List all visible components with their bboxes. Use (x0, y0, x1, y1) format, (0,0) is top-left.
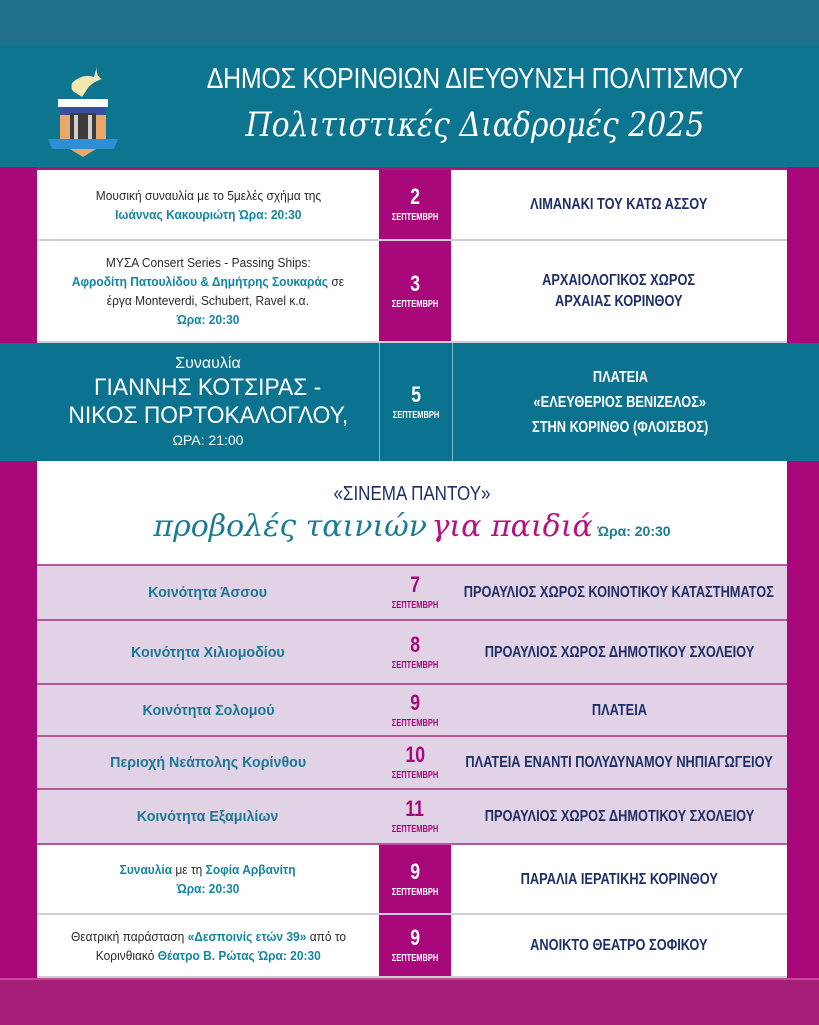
event-highlight: Αφροδίτη Πατουλίδου & Δημήτρης Σουκαράς (71, 274, 329, 289)
event-location (452, 343, 788, 461)
event-time: Ώρα: 20:30 (176, 312, 240, 327)
location-text: ΑΡΧΑΙΟΛΟΓΙΚΟΣ ΧΩΡΟΣ (542, 272, 696, 289)
header-title: ΔΗΜΟΣ ΚΟΡΙΝΘΙΩΝ ΔΙΕΥΘΥΝΣΗ ΠΟΛΙΤΙΣΜΟΥ (206, 63, 744, 95)
location-text: ΠΛΑΤΕΙΑ (591, 701, 647, 719)
header-subtitle: Πολιτιστικές Διαδρομές 2025 (245, 105, 705, 145)
location-text: ΠΑΡΑΛΙΑ ΙΕΡΑΤΙΚΗΣ ΚΟΡΙΝΘΟΥ (520, 870, 718, 888)
event-date (379, 685, 451, 735)
location-text: ΛΙΜΑΝΑΚΙ ΤΟΥ ΚΑΤΩ ΑΣΣΟΥ (530, 196, 708, 213)
community-name: Κοινότητα Χιλιομοδίου (131, 643, 285, 661)
date-day: 3 (410, 270, 420, 296)
event-row (37, 170, 787, 241)
location-text: ΠΡΟΑΥΛΙΟΣ ΧΩΡΟΣ ΚΟΙΝΟΤΙΚΟΥ ΚΑΤΑΣΤΗΜΑΤΟΣ (463, 584, 775, 601)
event-date (379, 915, 451, 976)
event-text: Μουσική συναυλία με το 5μελές σχήμα της (95, 187, 321, 203)
event-description (37, 170, 379, 239)
date-day: 9 (410, 858, 420, 884)
event-date (379, 790, 451, 843)
event-date (379, 621, 451, 683)
event-row (37, 845, 787, 915)
date-day: 9 (410, 689, 420, 715)
cinema-section-header (37, 461, 787, 566)
event-date (379, 845, 451, 913)
date-day: 5 (411, 381, 421, 407)
event-text: από το (305, 928, 346, 944)
event-row (37, 915, 787, 978)
event-date (379, 343, 453, 461)
date-day: 10 (405, 742, 425, 767)
pegasus-crest-icon (42, 53, 124, 161)
cinema-row (37, 685, 787, 737)
event-row (37, 241, 787, 343)
event-location (451, 241, 787, 341)
date-day: 7 (410, 572, 420, 597)
bottom-bar (0, 978, 819, 1025)
event-date (379, 566, 451, 619)
date-month: ΣΕΠΤΕΜΒΡΗ (391, 600, 439, 611)
artist-name: ΓΙΑΝΝΗΣ ΚΟΤΣΙΡΑΣ - (94, 374, 322, 401)
date-month: ΣΕΠΤΕΜΒΡΗ (391, 659, 439, 671)
date-month: ΣΕΠΤΕΜΒΡΗ (391, 886, 439, 898)
event-text: ΜΥΣΑ Consert Series - Passing Ships: (105, 255, 311, 270)
event-type: Συναυλία (175, 355, 241, 372)
event-time: Ώρα: 20:30 (176, 881, 240, 896)
cinema-row (37, 737, 787, 790)
community-name: Κοινότητα Σολομού (141, 701, 275, 719)
event-highlight: Ιωάννας Κακουριώτη Ώρα: 20:30 (114, 206, 302, 222)
cinema-subtitle (37, 509, 787, 544)
date-month: ΣΕΠΤΕΜΒΡΗ (391, 953, 439, 964)
date-day: 11 (405, 796, 425, 821)
date-month: ΣΕΠΤΕΜΒΡΗ (391, 824, 439, 835)
left-side-bar (0, 167, 37, 978)
cinema-row (37, 621, 787, 685)
location-text: ΠΛΑΤΕΙΑ (592, 368, 648, 386)
event-highlight: Συναυλία (120, 862, 173, 877)
location-text: «ΕΛΕΥΘΕΡΙΟΣ ΒΕΝΙΖΕΛΟΣ» (533, 393, 707, 411)
featured-event-row (0, 343, 819, 461)
event-time: ΩΡΑ: 21:00 (172, 432, 244, 448)
event-text: με τη (172, 862, 207, 877)
event-location (451, 170, 787, 239)
date-month: ΣΕΠΤΕΜΒΡΗ (391, 212, 439, 223)
date-day: 8 (410, 631, 420, 657)
community-name: Κοινότητα Άσσου (148, 584, 268, 601)
date-day: 2 (410, 184, 420, 209)
cinema-row (37, 566, 787, 621)
date-month: ΣΕΠΤΕΜΒΡΗ (391, 298, 439, 310)
community-name: Κοινότητα Εξαμιλίων (137, 808, 279, 825)
date-day: 9 (410, 925, 420, 950)
event-description (37, 915, 379, 976)
artist-name: Σοφία Αρβανίτη (206, 862, 296, 877)
date-month: ΣΕΠΤΕΜΒΡΗ (391, 770, 439, 781)
event-date (379, 737, 451, 788)
event-date (379, 241, 451, 341)
top-bar (0, 0, 819, 45)
event-text: Κορινθιακό (95, 947, 158, 963)
community-name: Περιοχή Νεάπολης Κορίνθου (110, 754, 306, 771)
location-text: ΠΡΟΑΥΛΙΟΣ ΧΩΡΟΣ ΔΗΜΟΤΙΚΟΥ ΣΧΟΛΕΙΟΥ (484, 808, 754, 825)
location-text: ΠΛΑΤΕΙΑ ΕΝΑΝΤΙ ΠΟΛΥΔΥΝΑΜΟΥ ΝΗΠΙΑΓΩΓΕΙΟΥ (465, 754, 773, 771)
event-description (37, 343, 379, 461)
cinema-row (37, 790, 787, 845)
artist-name: ΝΙΚΟΣ ΠΟΡΤΟΚΑΛΟΓΛΟΥ, (68, 402, 348, 429)
event-text: Θεατρική παράσταση (70, 928, 188, 944)
date-month: ΣΕΠΤΕΜΒΡΗ (392, 409, 440, 421)
event-highlight: Θέατρο Β. Ρώτας Ώρα: 20:30 (157, 947, 321, 963)
cinema-time: Ώρα: 20:30 (597, 523, 671, 539)
play-title: «Δεσποινίς ετών 39» (187, 928, 306, 944)
event-text: έργα Monteverdi, Schubert, Ravel κ.α. (106, 293, 310, 308)
event-text: σε (328, 274, 345, 289)
cinema-subtitle-a: προβολές ταινιών (153, 509, 427, 544)
cinema-subtitle-b: για παιδιά (431, 509, 593, 544)
location-text: ΠΡΟΑΥΛΙΟΣ ΧΩΡΟΣ ΔΗΜΟΤΙΚΟΥ ΣΧΟΛΕΙΟΥ (484, 643, 754, 661)
cinema-title: «ΣΙΝΕΜΑ ΠΑΝΤΟΥ» (333, 483, 491, 505)
location-text: ΑΡΧΑΙΑΣ ΚΟΡΙΝΘΟΥ (555, 293, 683, 310)
event-date (379, 170, 451, 239)
location-text: ΣΤΗΝ ΚΟΡΙΝΘΟ (ΦΛΟΙΣΒΟΣ) (531, 418, 709, 436)
location-text: ΑΝΟΙΚΤΟ ΘΕΑΤΡΟ ΣΟΦΙΚΟΥ (530, 937, 708, 954)
right-side-bar (787, 167, 819, 978)
event-description (37, 241, 379, 341)
event-description (37, 845, 379, 913)
header (0, 45, 819, 167)
date-month: ΣΕΠΤΕΜΒΡΗ (391, 717, 439, 729)
